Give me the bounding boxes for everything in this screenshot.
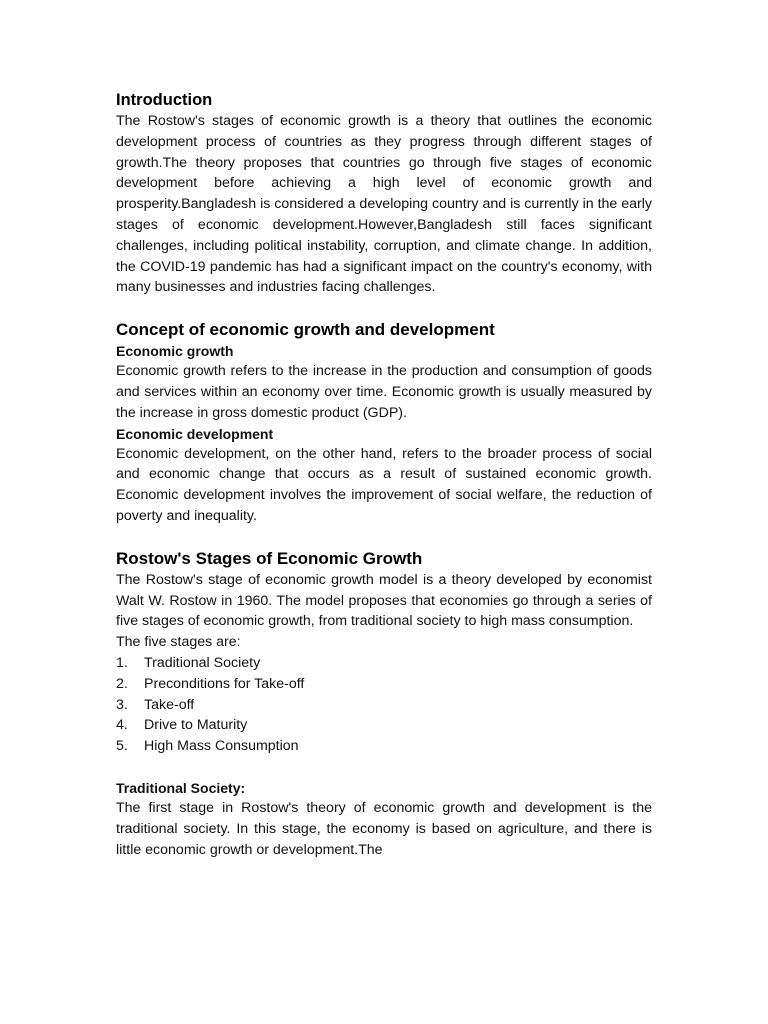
spacer [116, 298, 652, 319]
list-item [116, 653, 652, 674]
rostow-heading: Rostow's Stages of Economic Growth [116, 548, 423, 568]
list-label: Drive to Maturity [144, 717, 248, 734]
list-label: High Mass Consumption [144, 738, 299, 755]
list-label: Preconditions for Take-off [144, 675, 305, 692]
traditional-society-paragraph: The first stage in Rostow's theory of economic growth and development is the traditional society. In this stage, the economy is based on agriculture, and there is little economic growth or development.The [116, 799, 652, 858]
list-item [116, 695, 652, 716]
spacer [116, 527, 652, 548]
list-item [116, 715, 652, 736]
list-number: 2. [116, 675, 128, 692]
list-number: 1. [116, 654, 128, 671]
list-label: Traditional Society [144, 654, 261, 671]
traditional-society-subheading: Traditional Society: [116, 779, 246, 796]
rostow-paragraph: The Rostow's stage of economic growth model is a theory developed by economist Walt W. Rostow in 1960. The model proposes that economies go through a series of five stages of economic growth, from traditional society to high mass consumption. [116, 571, 652, 630]
document-page [116, 89, 652, 860]
stages-intro: The five stages are: [116, 634, 241, 651]
concept-heading: Concept of economic growth and development [116, 320, 495, 340]
economic-development-paragraph: Economic development, on the other hand, refers to the broader process of social and economic change that occurs as a result of sustained economic growth. Economic development involves the improvement of social welfare, the reduction of poverty and inequality. [116, 445, 652, 524]
list-number: 3. [116, 696, 128, 713]
list-label: Take-off [144, 696, 195, 713]
spacer [116, 757, 652, 778]
economic-development-subheading: Economic development [116, 425, 274, 442]
introduction-paragraph: The Rostow's stages of economic growth is a theory that outlines the economic development process of countries as they progress through different stages of growth.The theory proposes that countries go through five stages of economic development before achieving a high level of economic growth and prosperity.Bangladesh is considered a developing country and is currently in the early stages of economic development.However,Bangladesh still faces significant challenges, including political instability, corruption, and climate change. In addition, the COVID-19 pandemic has had a significant impact on the country's economy, with many businesses and industries facing challenges. [116, 113, 653, 296]
economic-growth-subheading: Economic growth [116, 343, 234, 360]
list-number: 4. [116, 717, 128, 734]
list-number: 5. [116, 738, 128, 755]
list-item [116, 674, 652, 695]
stages-list [116, 653, 652, 757]
list-item [116, 736, 652, 757]
economic-growth-paragraph: Economic growth refers to the increase in the production and consumption of goods and services within an economy over time. Economic growth is usually measured by the increase in gross domestic product (GDP). [116, 363, 652, 421]
introduction-heading: Introduction [116, 91, 213, 109]
